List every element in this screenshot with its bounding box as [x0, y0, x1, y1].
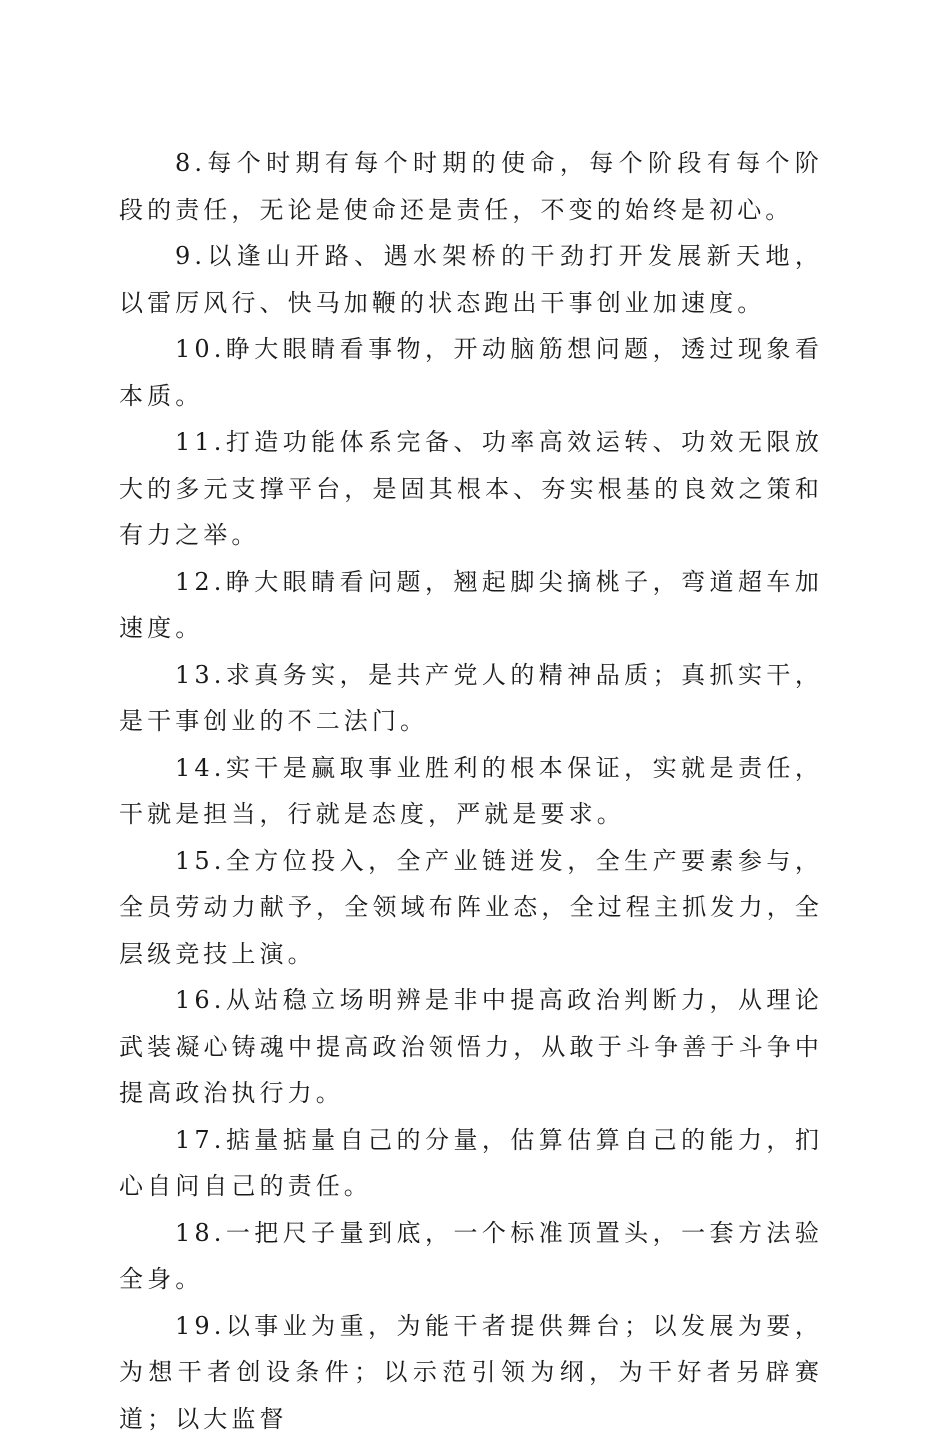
paragraph-11: 11.打造功能体系完备、功率高效运转、功效无限放大的多元支撑平台，是固其根本、夯实根基的良效之策和有力之举。: [119, 419, 823, 559]
paragraph-15: 15.全方位投入，全产业链迸发，全生产要素参与，全员劳动力献予，全领域布阵业态，全过程主抓发力，全层级竞技上演。: [119, 838, 823, 978]
paragraph-10: 10.睁大眼睛看事物，开动脑筋想问题，透过现象看本质。: [119, 326, 823, 419]
paragraph-13: 13.求真务实，是共产党人的精神品质；真抓实干，是干事创业的不二法门。: [119, 652, 823, 745]
paragraph-9: 9.以逢山开路、遇水架桥的干劲打开发展新天地，以雷厉风行、快马加鞭的状态跑出干事创业加速度。: [119, 233, 823, 326]
paragraph-18: 18.一把尺子量到底，一个标准顶置头，一套方法验全身。: [119, 1210, 823, 1303]
paragraph-14: 14.实干是赢取事业胜利的根本保证，实就是责任，干就是担当，行就是态度，严就是要求。: [119, 745, 823, 838]
paragraph-12: 12.睁大眼睛看问题，翘起脚尖摘桃子，弯道超车加速度。: [119, 559, 823, 652]
paragraph-8: 8.每个时期有每个时期的使命，每个阶段有每个阶段的责任，无论是使命还是责任，不变的始终是初心。: [119, 140, 823, 233]
document-body: [119, 140, 823, 1442]
paragraph-16: 16.从站稳立场明辨是非中提高政治判断力，从理论武装凝心铸魂中提高政治领悟力，从敢于斗争善于斗争中提高政治执行力。: [119, 977, 823, 1117]
paragraph-17: 17.掂量掂量自己的分量，估算估算自己的能力，扪心自问自己的责任。: [119, 1117, 823, 1210]
paragraph-19: 19.以事业为重，为能干者提供舞台；以发展为要，为想干者创设条件；以示范引领为纲，为干好者另辟赛道；以大监督: [119, 1303, 823, 1442]
